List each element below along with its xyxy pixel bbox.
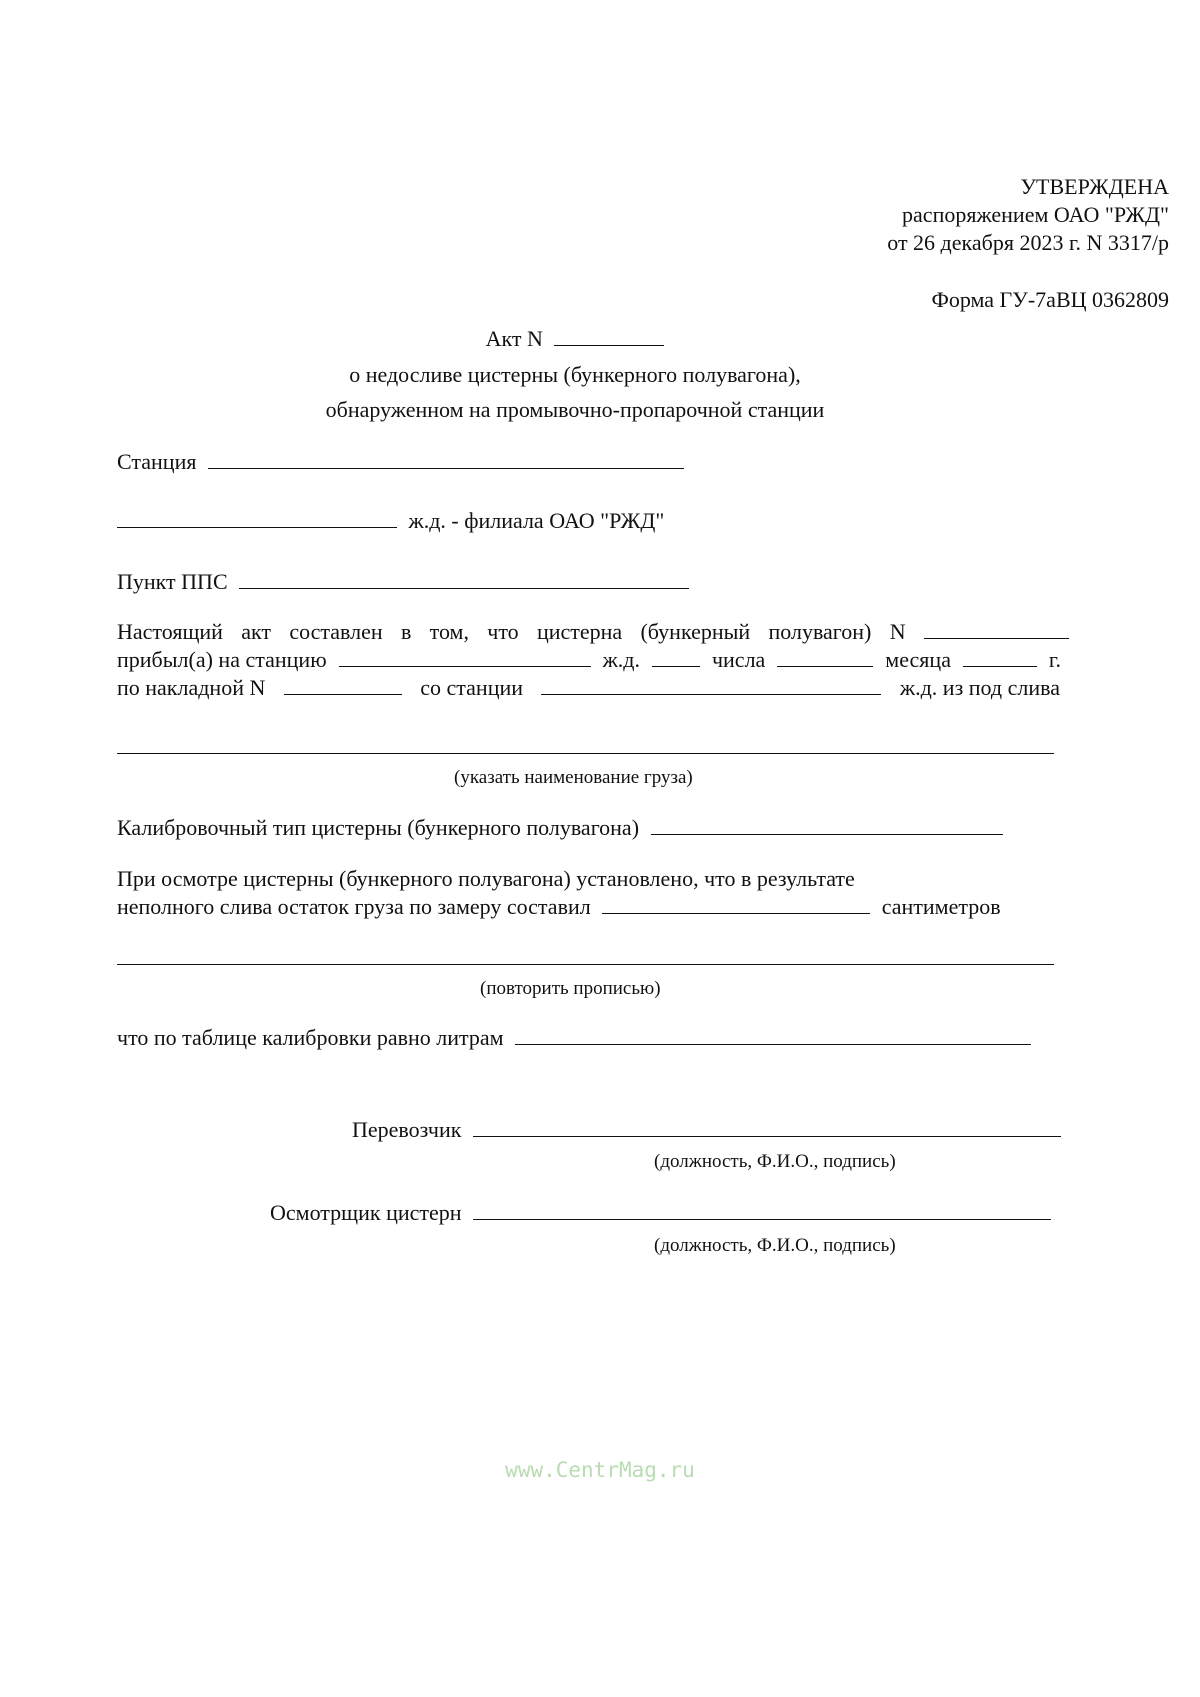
arrival-label: прибыл(а) на станцию bbox=[117, 647, 327, 672]
p1-word: в bbox=[400, 619, 412, 644]
month-label: месяца bbox=[885, 647, 951, 672]
cargo-note: (указать наименование груза) bbox=[454, 767, 693, 788]
residue-unit: сантиметров bbox=[881, 894, 1001, 919]
paragraph1-line1 bbox=[117, 618, 1069, 646]
cargo-name-field[interactable] bbox=[117, 753, 1054, 754]
act-subtitle-1: о недосливе цистерны (бункерного полувагона), bbox=[349, 362, 801, 387]
p1-word: акт bbox=[241, 619, 272, 644]
pps-row bbox=[117, 568, 689, 596]
act-number-field[interactable] bbox=[554, 325, 664, 346]
residue-label: неполного слива остаток груза по замеру составил bbox=[117, 894, 591, 919]
residue-words-field[interactable] bbox=[117, 964, 1054, 965]
railway-abbr: ж.д. bbox=[602, 647, 640, 672]
p1-word: N bbox=[889, 619, 906, 644]
calibration-type-row bbox=[117, 814, 1003, 842]
liters-label: что по таблице калибровки равно литрам bbox=[117, 1025, 504, 1050]
calibration-type-label: Калибровочный тип цистерны (бункерного полувагона) bbox=[117, 815, 640, 840]
p1-word: (бункерный bbox=[640, 619, 751, 644]
p1-word: составлен bbox=[289, 619, 383, 644]
liters-field[interactable] bbox=[515, 1024, 1031, 1045]
inspector-label: Осмотрщик цистерн bbox=[270, 1200, 462, 1225]
railway-suffix: ж.д. - филиала ОАО "РЖД" bbox=[408, 508, 665, 533]
p1-word: полувагон) bbox=[768, 619, 872, 644]
approval-line-3: от 26 декабря 2023 г. N 3317/р bbox=[887, 230, 1169, 255]
from-station-label: со станции bbox=[420, 675, 524, 700]
unloading-label: ж.д. из под слива bbox=[899, 675, 1060, 700]
inspector-row bbox=[270, 1199, 1051, 1227]
from-station-field[interactable] bbox=[541, 674, 881, 695]
year-field[interactable] bbox=[963, 646, 1037, 667]
day-label: числа bbox=[711, 647, 766, 672]
residue-cm-field[interactable] bbox=[602, 893, 870, 914]
year-label: г. bbox=[1048, 647, 1061, 672]
waybill-number-field[interactable] bbox=[284, 674, 402, 695]
p1-word: Настоящий bbox=[117, 619, 223, 644]
carrier-note: (должность, Ф.И.О., подпись) bbox=[654, 1151, 896, 1172]
inspector-signature-field[interactable] bbox=[473, 1199, 1051, 1220]
paragraph1-line2 bbox=[117, 646, 1061, 674]
approval-line-1: УТВЕРЖДЕНА bbox=[1020, 174, 1169, 199]
wagon-number-field[interactable] bbox=[924, 618, 1069, 639]
station-label: Станция bbox=[117, 449, 197, 474]
act-number-label: Акт N bbox=[485, 326, 543, 351]
act-subtitle-2: обнаруженном на промывочно-пропарочной станции bbox=[325, 397, 825, 422]
liters-row bbox=[117, 1024, 1031, 1052]
words-note: (повторить прописью) bbox=[480, 978, 661, 999]
waybill-label: по накладной N bbox=[117, 675, 266, 700]
act-title bbox=[0, 325, 1150, 353]
p1-word: том, bbox=[429, 619, 469, 644]
p1-word: что bbox=[487, 619, 519, 644]
station-row bbox=[117, 448, 684, 476]
inspection-line-2 bbox=[117, 893, 1001, 921]
carrier-label: Перевозчик bbox=[352, 1117, 462, 1142]
form-code: Форма ГУ-7аВЦ 0362809 bbox=[931, 287, 1169, 312]
month-field[interactable] bbox=[777, 646, 873, 667]
paragraph1-line3 bbox=[117, 674, 1060, 702]
approval-line-2: распоряжением ОАО "РЖД" bbox=[902, 202, 1169, 227]
pps-label: Пункт ППС bbox=[117, 569, 228, 594]
approval-stamp bbox=[789, 173, 1169, 257]
watermark: www.CentrMag.ru bbox=[505, 1458, 695, 1482]
railway-field[interactable] bbox=[117, 507, 397, 528]
carrier-signature-field[interactable] bbox=[473, 1116, 1061, 1137]
day-field[interactable] bbox=[652, 646, 700, 667]
calibration-type-field[interactable] bbox=[651, 814, 1003, 835]
p1-word: цистерна bbox=[536, 619, 623, 644]
arrival-station-field[interactable] bbox=[339, 646, 591, 667]
railway-row bbox=[117, 507, 664, 535]
inspector-note: (должность, Ф.И.О., подпись) bbox=[654, 1235, 896, 1256]
pps-field[interactable] bbox=[239, 568, 689, 589]
carrier-row bbox=[352, 1116, 1061, 1144]
station-field[interactable] bbox=[208, 448, 684, 469]
inspection-line-1: При осмотре цистерны (бункерного полувагона) установлено, что в результате bbox=[117, 866, 855, 891]
